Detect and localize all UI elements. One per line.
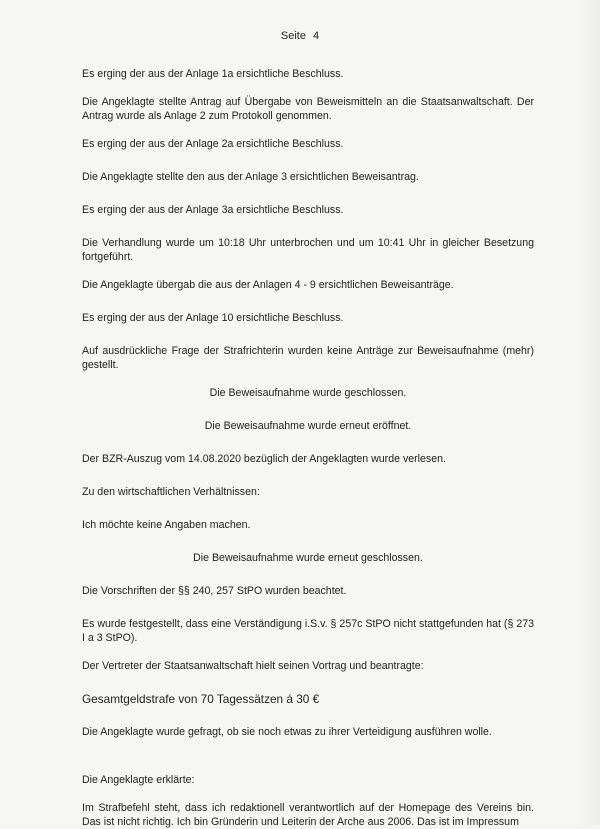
paragraph-prosecutor-plea: Der Vertreter der Staatsanwaltschaft hielt seinen Vortrag und beantragte: [82, 660, 424, 672]
paragraph-evidence-closed-again: Die Beweisaufnahme wurde erneut geschlossen. [193, 552, 423, 564]
paragraph-decision-2a: Es erging der aus der Anlage 2a ersichtliche Beschluss. [82, 138, 344, 150]
paragraph-bzr-extract: Der BZR-Auszug vom 14.08.2020 bezüglich der Angeklagten wurde verlesen. [82, 453, 446, 465]
paragraph-motion-evidence: Die Angeklagte stellte Antrag auf Übergabe von Beweismitteln an die Staatsanwaltschaft. Der Antrag wurde als Anlage 2 zum Protokoll genommen. [82, 96, 534, 122]
paragraph-provisions-observed: Die Vorschriften der §§ 240, 257 StPO wurden beachtet. [82, 585, 347, 597]
paragraph-defendant-declared: Die Angeklagte erklärte: [82, 774, 195, 786]
paragraph-no-further-motions: Auf ausdrückliche Frage der Strafrichterin wurden keine Anträge zur Beweisaufnahme (mehr) gestellt. [82, 345, 534, 371]
paragraph-decision-3a: Es erging der aus der Anlage 3a ersichtliche Beschluss. [82, 204, 344, 216]
paragraph-no-agreement: Es wurde festgestellt, dass eine Verständigung i.S.v. § 257c StPO nicht stattgefunden hat (§ 273 I a 3 StPO). [82, 618, 534, 644]
paragraph-no-statement: Ich möchte keine Angaben machen. [82, 519, 251, 531]
paragraph-defence-question: Die Angeklagte wurde gefragt, ob sie noch etwas zu ihrer Verteidigung ausführen wolle. [82, 726, 492, 738]
paragraph-decision-1a: Es erging der aus der Anlage 1a ersichtliche Beschluss. [82, 68, 344, 80]
paragraph-evidence-motion-3: Die Angeklagte stellte den aus der Anlage 3 ersichtlichen Beweisantrag. [82, 171, 419, 183]
paragraph-evidence-reopened: Die Beweisaufnahme wurde erneut eröffnet. [204, 420, 412, 432]
document-body [82, 67, 534, 829]
paragraph-decision-10: Es erging der aus der Anlage 10 ersichtliche Beschluss. [82, 312, 344, 324]
paragraph-sentence-requested: Gesamtgeldstrafe von 70 Tagessätzen á 30 € [82, 692, 320, 706]
paragraph-economic-heading: Zu den wirtschaftlichen Verhältnissen: [82, 486, 260, 498]
scan-edge-shade [578, 0, 600, 825]
paragraph-adjournment: Die Verhandlung wurde um 10:18 Uhr unterbrochen und um 10:41 Uhr in gleicher Besetzung fortgeführt. [82, 237, 534, 263]
paragraph-evidence-motions-4-9: Die Angeklagte übergab die aus der Anlagen 4 - 9 ersichtlichen Beweisanträge. [82, 279, 454, 291]
paragraph-defendant-statement: Im Strafbefehl steht, dass ich redaktionell verantwortlich auf der Homepage des Vereins bin. Das ist nicht richtig. Ich bin Gründerin und Leiterin der Arche aus 2006. Das ist im Impressum [82, 802, 534, 828]
page-number: Seite 4 [280, 30, 320, 42]
paragraph-evidence-closed: Die Beweisaufnahme wurde geschlossen. [209, 387, 407, 399]
